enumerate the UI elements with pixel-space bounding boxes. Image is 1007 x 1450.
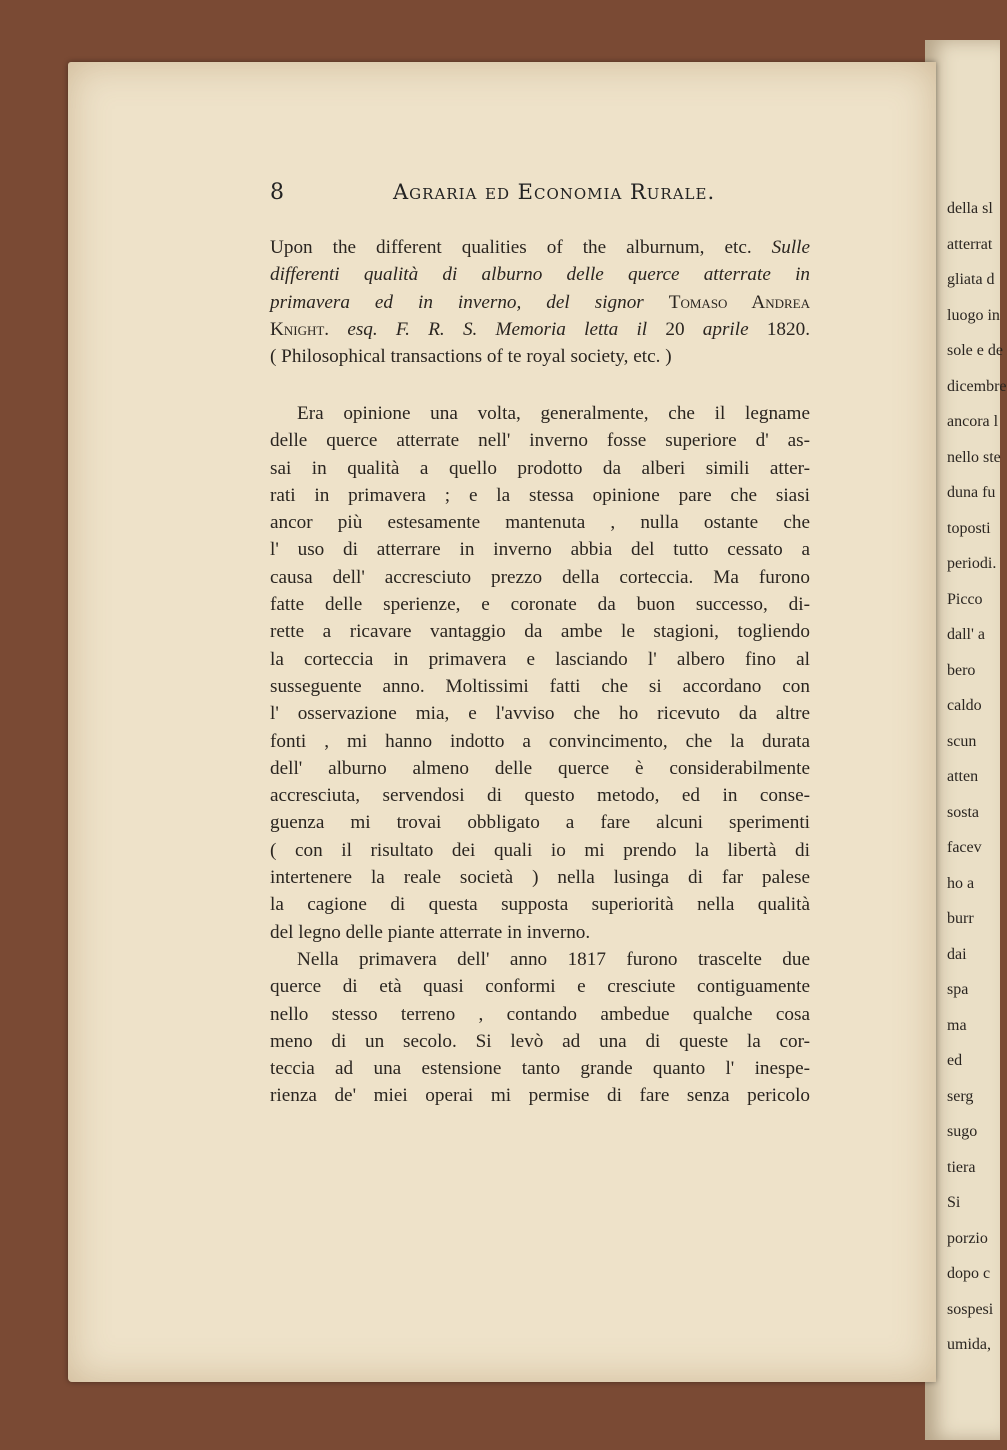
- text-line: fatte delle sperienze, e coronate da buon successo, di-: [270, 594, 810, 616]
- facing-page-fragment: ancora l: [947, 413, 999, 430]
- facing-page-fragment: ho a: [947, 874, 975, 892]
- facing-page-fragment: caldo: [947, 697, 982, 714]
- citation-line: [270, 316, 810, 343]
- facing-page-fragment: sospesi: [947, 1300, 994, 1318]
- page-header: [270, 180, 716, 210]
- paragraph-1: [270, 400, 810, 946]
- citation-line: [270, 234, 810, 261]
- facing-page-fragment: atterrat: [947, 235, 993, 253]
- paragraph-2: [270, 946, 810, 1110]
- text-line: rette a ricavare vantaggio da ambe le stagioni, togliendo: [270, 621, 810, 643]
- citation-block: [270, 234, 810, 370]
- facing-page-fragment: atten: [947, 768, 979, 785]
- facing-page-fragment: dopo c: [947, 1265, 991, 1282]
- text-line: nello stesso terreno , contando ambedue qualche cosa: [270, 1003, 810, 1025]
- citation-fragment: Sulle: [771, 237, 810, 258]
- text-line: la cagione di questa supposta superiorità nella qualità: [270, 894, 810, 916]
- citation-fragment: Tomaso Andrea: [668, 291, 810, 313]
- text-line: querce di età quasi conformi e cresciute contiguamente: [270, 976, 810, 998]
- running-head: Agraria ed Economia Rurale.: [393, 180, 716, 204]
- text-line: l' uso di atterrare in inverno abbia del tutto cessato a: [270, 539, 810, 561]
- text-line: Nella primavera dell' anno 1817 furono trascelte due: [297, 948, 810, 970]
- citation-fragment: primavera ed in inverno, del signor: [270, 291, 669, 313]
- facing-page-fragment: dicembre: [947, 377, 1007, 395]
- facing-page-fragment: Picco: [947, 590, 983, 608]
- facing-page-fragment: ma: [947, 1016, 967, 1034]
- facing-page-fragment: burr: [947, 910, 974, 927]
- page-number: 8: [270, 180, 284, 205]
- citation-fragment: aprile: [702, 318, 749, 340]
- text-line: causa dell' accresciuto prezzo della corteccia. Ma furono: [270, 566, 810, 588]
- facing-page-fragment: nello ste: [947, 448, 1001, 466]
- article-body: [270, 400, 810, 1110]
- text-line: fonti , mi hanno indotto a convincimento, che la durata: [270, 730, 810, 752]
- text-line: del legno delle piante atterrate in inverno.: [270, 921, 591, 943]
- citation-fragment: differenti qualità di alburno delle querce atterrate in: [270, 264, 810, 286]
- text-line: la corteccia in primavera e lasciando l' albero fino al: [270, 648, 810, 670]
- facing-page-fragment: periodi.: [947, 555, 997, 572]
- facing-page-fragment: serg: [947, 1087, 974, 1105]
- facing-page-fragment: tiera: [947, 1158, 976, 1176]
- facing-page-fragment: ed: [947, 1052, 963, 1069]
- text-line: teccia ad una estensione tanto grande quanto l' inespe-: [270, 1058, 810, 1080]
- facing-page-fragment: bero: [947, 661, 976, 679]
- text-line: accresciuta, servendosi di questo metodo, ed in conse-: [270, 785, 810, 807]
- facing-page-fragment: umida,: [947, 1336, 991, 1353]
- facing-page-fragment: duna fu: [947, 484, 996, 501]
- text-line: guenza mi trovai obbligato a fare alcuni sperimenti: [270, 812, 810, 834]
- facing-page-fragment: toposti: [947, 519, 991, 537]
- citation-fragment: .: [324, 318, 348, 340]
- citation-fragment: 1820.: [748, 318, 811, 340]
- citation-line: [270, 289, 810, 316]
- citation-fragment: ( Philosophical transactions of te royal society, etc. ): [270, 346, 672, 368]
- text-line: meno di un secolo. Si levò ad una di queste la cor-: [270, 1030, 810, 1052]
- citation-fragment: Upon the different qualities of the alburnum, etc.: [270, 237, 772, 258]
- text-line: ( con il risultato dei quali io mi prendo la libertà di: [270, 839, 810, 861]
- citation-line: [270, 343, 810, 370]
- citation-fragment: 20: [647, 318, 703, 340]
- facing-page-fragment: dall' a: [947, 626, 985, 643]
- facing-page-fragment: spa: [947, 981, 969, 998]
- text-line: dell' alburno almeno delle querce è considerabilmente: [270, 757, 810, 779]
- facing-page-fragment: sole e de: [947, 342, 1003, 359]
- facing-page-fragment: scun: [947, 732, 977, 750]
- facing-page-fragment: sugo: [947, 1123, 978, 1140]
- facing-page-fragment: Si: [947, 1194, 961, 1211]
- facing-page-fragment: gliata d: [947, 271, 995, 288]
- text-line: ancor più estesamente mantenuta , nulla ostante che: [270, 512, 810, 534]
- text-line: susseguente anno. Moltissimi fatti che si accordano con: [270, 675, 810, 697]
- citation-fragment: Knight: [270, 318, 325, 340]
- facing-page-fragment: facev: [947, 839, 982, 856]
- text-line: rienza de' miei operai mi permise di fare senza pericolo: [270, 1085, 810, 1107]
- text-line: sai in qualità a quello prodotto da alberi simili atter-: [270, 457, 810, 479]
- text-line: rati in primavera ; e la stessa opinione pare che siasi: [270, 484, 810, 506]
- citation-fragment: esq. F. R. S. Memoria letta il: [347, 318, 648, 340]
- text-line: intertenere la reale società ) nella lusinga di far palese: [270, 867, 810, 889]
- text-line: Era opinione una volta, generalmente, che il legname: [297, 403, 810, 424]
- facing-page-fragment: della sl: [947, 200, 993, 217]
- facing-page-fragment: dai: [947, 945, 967, 963]
- text-line: l' osservazione mia, e l'avviso che ho ricevuto da altre: [270, 703, 810, 725]
- text-line: delle querce atterrate nell' inverno fosse superiore d' as-: [270, 430, 810, 452]
- facing-page-fragment: porzio: [947, 1229, 988, 1247]
- citation-line: [270, 261, 810, 288]
- facing-page-fragment: luogo in: [947, 306, 1000, 324]
- facing-page-fragment: sosta: [947, 803, 979, 821]
